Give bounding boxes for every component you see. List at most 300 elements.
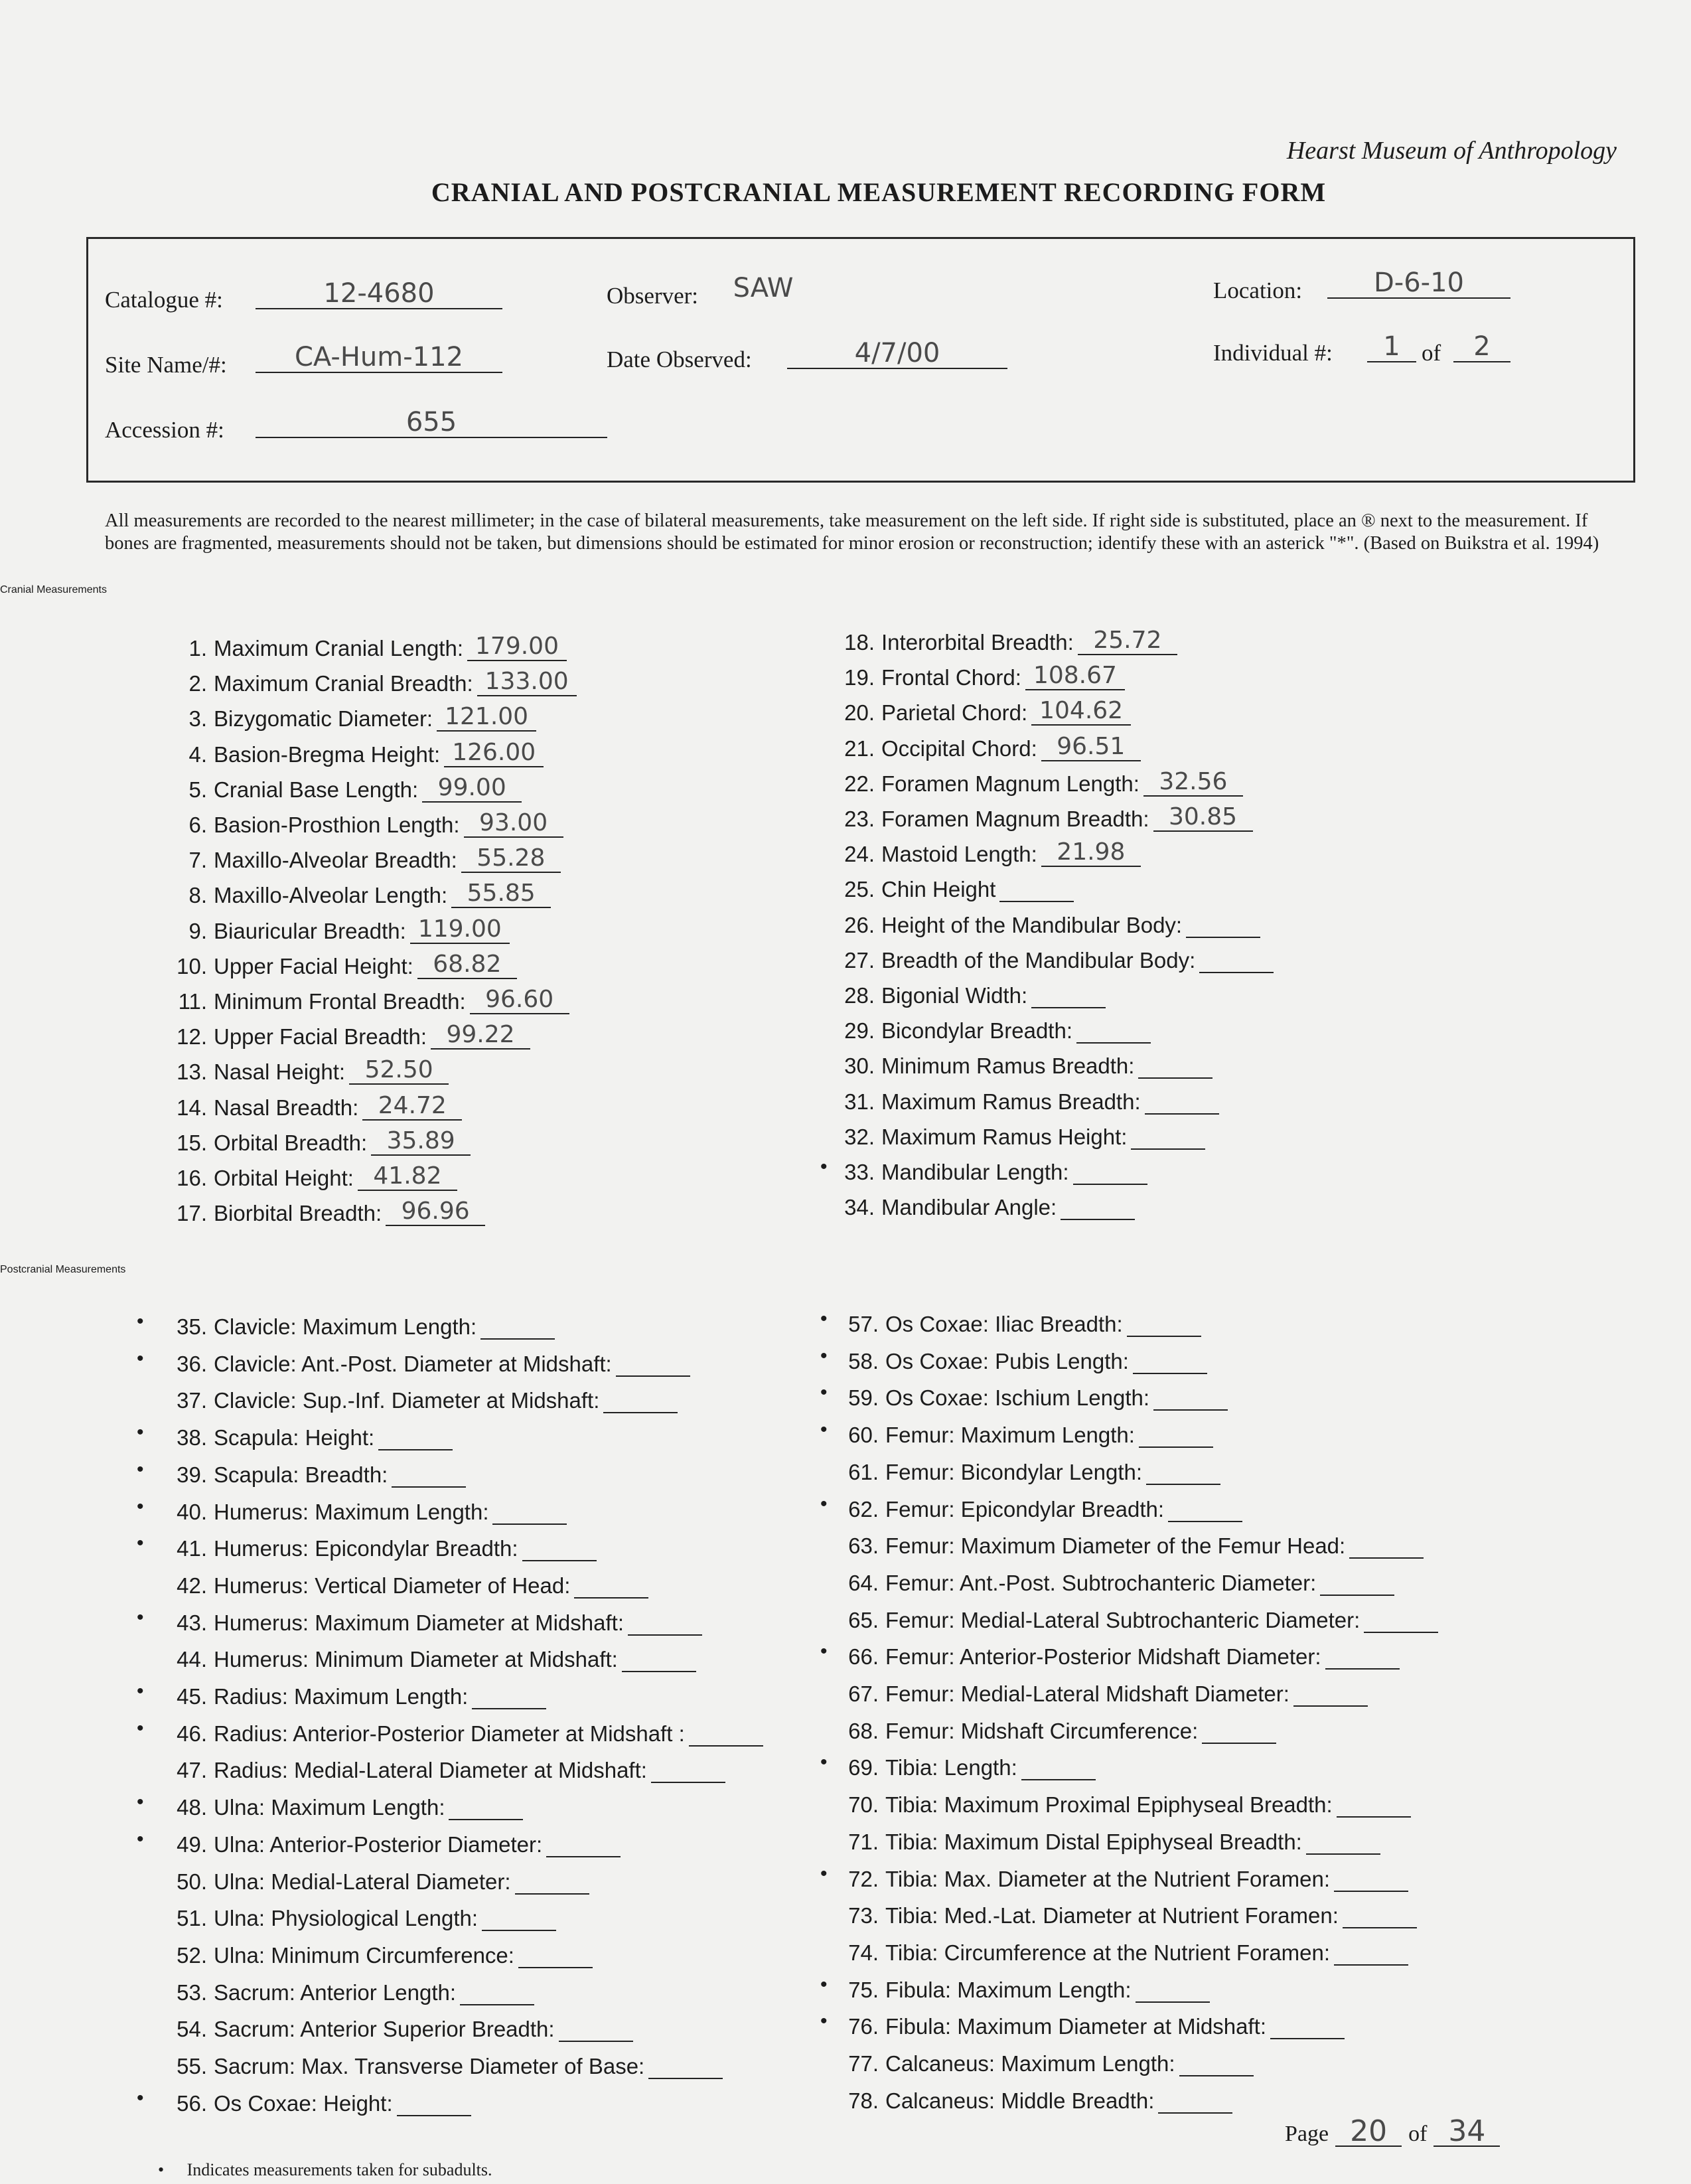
- measurement-label: Fibula: Maximum Length:: [885, 1977, 1132, 2002]
- measurement-label: Tibia: Maximum Distal Epiphyseal Breadth:: [885, 1829, 1302, 1854]
- measurement-number: 20.: [844, 700, 875, 726]
- measurement-row-29: [834, 1009, 1151, 1044]
- measurement-value-34[interactable]: [1061, 1188, 1135, 1220]
- measurement-value-69[interactable]: [1021, 1749, 1096, 1780]
- location-field[interactable]: D-6-10: [1327, 266, 1510, 299]
- measurement-number: 68.: [848, 1718, 879, 1743]
- measurement-number: 73.: [848, 1903, 879, 1928]
- measurement-label: Ulna: Anterior-Posterior Diameter:: [214, 1832, 543, 1857]
- measurement-number: 30.: [844, 1053, 875, 1079]
- individual-label: Individual #:: [1213, 340, 1333, 366]
- measurement-label: Humerus: Maximum Length:: [214, 1499, 489, 1524]
- measurement-row-44: [166, 1638, 696, 1672]
- measurement-label: Tibia: Max. Diameter at the Nutrient Foramen:: [885, 1866, 1331, 1891]
- measurement-row-49: [166, 1823, 621, 1857]
- measurement-value-72[interactable]: [1334, 1860, 1408, 1892]
- measurement-value-29[interactable]: [1076, 1012, 1151, 1044]
- subadult-bullet-icon: •: [820, 1419, 828, 1441]
- measurement-number: 43.: [177, 1610, 207, 1635]
- measurement-number: 46.: [177, 1721, 207, 1746]
- measurement-value-48[interactable]: [449, 1788, 523, 1820]
- measurement-label: Upper Facial Height:: [214, 953, 413, 978]
- measurement-number: 31.: [844, 1089, 875, 1114]
- measurement-value-63[interactable]: [1349, 1527, 1424, 1559]
- measurement-value-5[interactable]: 99.00: [422, 771, 522, 803]
- measurement-row-12: [166, 1015, 530, 1050]
- measurement-label: Tibia: Circumference at the Nutrient Foramen:: [885, 1940, 1331, 1965]
- subadult-bullet-icon: •: [820, 1640, 828, 1663]
- measurement-number: 25.: [844, 877, 875, 902]
- measurement-label: Minimum Ramus Breadth:: [881, 1053, 1135, 1079]
- measurement-value-64[interactable]: [1320, 1564, 1394, 1596]
- measurement-value-23[interactable]: 30.85: [1153, 800, 1253, 832]
- measurement-label: Nasal Breadth:: [214, 1095, 359, 1120]
- footnote-text: Indicates measurements taken for subadults.: [186, 2160, 492, 2179]
- measurement-row-77: [838, 2042, 1254, 2076]
- measurement-number: 21.: [844, 736, 875, 761]
- cranial-heading: Cranial Measurements: [0, 584, 107, 595]
- measurement-value-37[interactable]: [603, 1381, 678, 1413]
- measurement-number: 8.: [188, 883, 207, 908]
- measurement-row-58: [838, 1340, 1207, 1374]
- subadult-bullet-icon: •: [137, 1458, 144, 1480]
- measurement-number: 18.: [844, 630, 875, 655]
- observer-label: Observer:: [607, 283, 699, 309]
- measurement-number: 5.: [188, 777, 207, 802]
- measurement-label: Os Coxae: Height:: [214, 2090, 393, 2116]
- measurement-value-40[interactable]: [492, 1493, 567, 1525]
- measurement-value-54[interactable]: [559, 2010, 633, 2042]
- measurement-row-74: [838, 1931, 1408, 1966]
- measurement-label: Ulna: Maximum Length:: [214, 1795, 445, 1820]
- measurement-value-44[interactable]: [622, 1640, 696, 1672]
- measurement-value-21[interactable]: 96.51: [1041, 730, 1141, 761]
- measurement-number: 51.: [177, 1906, 207, 1931]
- measurement-value-76[interactable]: [1270, 2007, 1345, 2039]
- measurement-value-20[interactable]: 104.62: [1031, 694, 1131, 726]
- measurement-label: Tibia: Med.-Lat. Diameter at Nutrient Foramen:: [885, 1903, 1339, 1928]
- measurement-value-62[interactable]: [1168, 1490, 1242, 1522]
- measurement-row-76: [838, 2005, 1345, 2039]
- measurement-number: 10.: [177, 953, 207, 978]
- measurement-value-50[interactable]: [515, 1863, 589, 1895]
- measurement-label: Maxillo-Alveolar Breadth:: [214, 848, 457, 873]
- measurement-number: 33.: [844, 1160, 875, 1184]
- measurement-number: 53.: [177, 1980, 207, 2005]
- measurement-value-61[interactable]: [1146, 1453, 1220, 1485]
- measurement-value-27[interactable]: [1199, 941, 1274, 973]
- measurement-row-38: [166, 1416, 453, 1450]
- measurement-value-13[interactable]: 52.50: [349, 1053, 449, 1085]
- subadult-bullet-icon: •: [820, 1973, 828, 1995]
- measurement-value-47[interactable]: [651, 1751, 725, 1783]
- measurement-number: 45.: [177, 1684, 207, 1709]
- subadult-bullet-icon: •: [137, 1347, 144, 1369]
- footnote: [158, 2160, 492, 2180]
- measurement-value-74[interactable]: [1334, 1934, 1408, 1966]
- measurement-number: 66.: [848, 1644, 879, 1670]
- measurement-label: Os Coxae: Pubis Length:: [885, 1348, 1129, 1373]
- measurement-row-52: [166, 1934, 593, 1968]
- measurement-row-51: [166, 1897, 556, 1931]
- subadult-bullet-icon: •: [137, 1680, 144, 1702]
- measurement-value-75[interactable]: [1136, 1971, 1210, 2003]
- measurement-row-75: [838, 1968, 1210, 2003]
- measurement-label: Foramen Magnum Breadth:: [881, 807, 1149, 831]
- measurement-value-57[interactable]: [1127, 1305, 1201, 1337]
- subadult-bullet-icon: •: [820, 1751, 828, 1774]
- measurement-label: Foramen Magnum Length:: [881, 771, 1140, 796]
- measurement-label: Radius: Medial-Lateral Diameter at Midshaft:: [214, 1758, 647, 1783]
- observer-field[interactable]: SAW: [733, 273, 794, 303]
- measurement-value-49[interactable]: [546, 1826, 621, 1857]
- measurement-label: Minimum Frontal Breadth:: [214, 989, 466, 1014]
- measurement-value-8[interactable]: 55.85: [451, 876, 551, 908]
- measurement-number: 24.: [844, 842, 875, 867]
- measurement-row-70: [838, 1783, 1411, 1818]
- individual-field[interactable]: 1: [1367, 329, 1416, 362]
- accession-field[interactable]: 655: [256, 405, 607, 438]
- measurement-label: Height of the Mandibular Body:: [881, 912, 1183, 937]
- measurement-label: Scapula: Breadth:: [214, 1462, 388, 1487]
- measurement-label: Ulna: Physiological Length:: [214, 1906, 478, 1931]
- measurement-value-53[interactable]: [460, 1974, 534, 2005]
- measurement-row-22: [834, 762, 1243, 797]
- measurement-row-50: [166, 1860, 589, 1895]
- measurement-value-10[interactable]: 68.82: [417, 947, 517, 979]
- measurement-row-42: [166, 1564, 648, 1599]
- measurement-value-46[interactable]: [689, 1715, 763, 1747]
- measurement-number: 65.: [848, 1607, 879, 1632]
- subadult-bullet-icon: •: [820, 1344, 828, 1367]
- measurement-value-22[interactable]: 32.56: [1143, 765, 1243, 797]
- measurement-number: 59.: [848, 1385, 879, 1411]
- measurement-number: 1.: [188, 636, 207, 661]
- postcranial-heading: Postcranial Measurements: [0, 1264, 126, 1275]
- measurement-value-16[interactable]: 41.82: [358, 1159, 457, 1191]
- measurement-label: Radius: Anterior-Posterior Diameter at Midshaft :: [214, 1721, 685, 1746]
- measurement-row-32: [834, 1115, 1205, 1150]
- measurement-number: 26.: [844, 912, 875, 937]
- measurement-number: 76.: [848, 2014, 879, 2039]
- measurement-row-78: [838, 2079, 1232, 2114]
- measurement-number: 16.: [177, 1166, 207, 1190]
- measurement-number: 7.: [188, 848, 207, 873]
- measurement-value-71[interactable]: [1306, 1823, 1380, 1855]
- measurement-number: 12.: [177, 1024, 207, 1050]
- measurement-row-34: [834, 1186, 1135, 1220]
- measurement-label: Clavicle: Maximum Length:: [214, 1314, 477, 1339]
- footnote-bullet: •: [158, 2160, 165, 2179]
- measurement-row-57: [838, 1302, 1201, 1337]
- measurement-row-13: [166, 1050, 449, 1085]
- measurement-number: 13.: [177, 1059, 207, 1085]
- measurement-label: Cranial Base Length:: [214, 777, 419, 802]
- measurement-label: Femur: Medial-Lateral Subtrochanteric Diameter:: [885, 1607, 1360, 1632]
- measurement-label: Ulna: Medial-Lateral Diameter:: [214, 1869, 511, 1894]
- measurement-row-7: [166, 838, 561, 873]
- measurement-label: Femur: Medial-Lateral Midshaft Diameter:: [885, 1681, 1289, 1706]
- measurement-number: 62.: [848, 1496, 879, 1521]
- measurement-value-39[interactable]: [392, 1456, 466, 1488]
- measurement-label: Bizygomatic Diameter:: [214, 706, 433, 732]
- measurement-value-18[interactable]: 25.72: [1078, 623, 1177, 655]
- measurement-value-59[interactable]: [1153, 1379, 1228, 1411]
- measurement-number: 75.: [848, 1977, 879, 2002]
- measurement-value-67[interactable]: [1293, 1675, 1368, 1707]
- page-label: Page: [1285, 2122, 1329, 2146]
- measurement-row-28: [834, 974, 1106, 1008]
- measurement-value-55[interactable]: [648, 2047, 723, 2079]
- measurement-label: Os Coxae: Ischium Length:: [885, 1385, 1150, 1411]
- measurement-value-12[interactable]: 99.22: [431, 1018, 530, 1050]
- measurement-row-31: [834, 1080, 1219, 1115]
- measurement-label: Interorbital Breadth:: [881, 630, 1074, 655]
- measurement-value-19[interactable]: 108.67: [1025, 659, 1125, 690]
- measurement-number: 37.: [177, 1388, 207, 1413]
- measurement-row-23: [834, 797, 1253, 832]
- measurement-value-4[interactable]: 126.00: [444, 736, 544, 767]
- measurement-value-33[interactable]: [1073, 1153, 1147, 1185]
- measurement-row-41: [166, 1527, 597, 1561]
- measurement-label: Sacrum: Anterior Superior Breadth:: [214, 2017, 555, 2042]
- measurement-row-67: [838, 1672, 1368, 1707]
- subadult-bullet-icon: •: [820, 1862, 828, 1885]
- measurement-row-71: [838, 1820, 1380, 1855]
- measurement-row-11: [166, 980, 569, 1014]
- measurement-row-35: [166, 1305, 555, 1340]
- measurement-value-17[interactable]: 96.96: [386, 1194, 485, 1226]
- measurement-value-24[interactable]: 21.98: [1041, 835, 1141, 867]
- measurement-value-14[interactable]: 24.72: [362, 1089, 462, 1121]
- measurement-label: Tibia: Maximum Proximal Epiphyseal Breadth:: [885, 1792, 1333, 1818]
- measurement-row-60: [838, 1413, 1213, 1448]
- measurement-number: 41.: [177, 1536, 207, 1561]
- measurement-value-7[interactable]: 55.28: [461, 841, 561, 873]
- measurement-value-45[interactable]: [472, 1677, 546, 1709]
- measurement-label: Bigonial Width:: [881, 983, 1028, 1008]
- measurement-row-17: [166, 1192, 485, 1226]
- site-name-field[interactable]: CA-Hum-112: [256, 340, 502, 373]
- measurement-number: 40.: [177, 1499, 207, 1524]
- measurement-number: 70.: [848, 1792, 879, 1818]
- measurement-label: Scapula: Height:: [214, 1425, 375, 1450]
- measurement-value-9[interactable]: 119.00: [410, 912, 510, 944]
- measurement-number: 72.: [848, 1866, 879, 1891]
- measurement-number: 2.: [188, 671, 207, 696]
- measurement-row-40: [166, 1490, 567, 1525]
- measurement-number: 54.: [177, 2017, 207, 2042]
- measurement-row-63: [838, 1524, 1424, 1559]
- measurement-value-28[interactable]: [1031, 976, 1106, 1008]
- measurement-row-8: [166, 874, 551, 908]
- measurement-row-66: [838, 1635, 1400, 1670]
- measurement-value-2[interactable]: 133.00: [477, 664, 577, 696]
- measurement-row-62: [838, 1488, 1242, 1522]
- measurement-label: Femur: Epicondylar Breadth:: [885, 1496, 1165, 1521]
- measurement-number: 78.: [848, 2088, 879, 2113]
- measurement-value-66[interactable]: [1325, 1638, 1400, 1670]
- measurement-label: Femur: Bicondylar Length:: [885, 1459, 1143, 1484]
- measurement-value-11[interactable]: 96.60: [470, 982, 569, 1014]
- measurement-row-65: [838, 1599, 1438, 1633]
- measurement-row-73: [838, 1894, 1417, 1928]
- measurement-value-38[interactable]: [378, 1419, 453, 1450]
- measurement-label: Maximum Cranial Breadth:: [214, 671, 473, 696]
- measurement-number: 56.: [177, 2090, 207, 2116]
- measurement-row-25: [834, 868, 1074, 902]
- measurement-row-56: [166, 2082, 471, 2116]
- measurement-row-47: [166, 1749, 725, 1783]
- accession-label: Accession #:: [105, 417, 224, 443]
- measurement-value-3[interactable]: 121.00: [437, 700, 536, 732]
- measurement-row-37: [166, 1379, 678, 1413]
- measurement-label: Calcaneus: Middle Breadth:: [885, 2088, 1155, 2113]
- measurement-number: 71.: [848, 1829, 879, 1854]
- measurement-number: 17.: [177, 1201, 207, 1226]
- individual-total-field[interactable]: 2: [1453, 329, 1510, 362]
- museum-name: Hearst Museum of Anthropology: [1286, 137, 1617, 165]
- measurement-label: Biorbital Breadth:: [214, 1201, 382, 1226]
- measurement-label: Nasal Height:: [214, 1059, 346, 1085]
- subadult-bullet-icon: •: [137, 1310, 144, 1332]
- measurement-row-61: [838, 1450, 1220, 1485]
- measurement-number: 36.: [177, 1351, 207, 1376]
- measurement-row-21: [834, 727, 1141, 761]
- measurement-row-2: [166, 662, 577, 696]
- measurement-row-39: [166, 1453, 466, 1488]
- measurement-number: 49.: [177, 1832, 207, 1857]
- catalogue-label: Catalogue #:: [105, 287, 223, 313]
- measurement-row-46: [166, 1712, 763, 1747]
- subadult-bullet-icon: •: [137, 1495, 144, 1518]
- measurement-value-32[interactable]: [1131, 1118, 1205, 1150]
- measurement-value-36[interactable]: [616, 1345, 690, 1377]
- measurement-number: 35.: [177, 1314, 207, 1339]
- measurement-number: 58.: [848, 1348, 879, 1373]
- measurement-row-33: [834, 1150, 1147, 1185]
- measurement-row-15: [166, 1121, 471, 1156]
- measurement-row-14: [166, 1086, 462, 1121]
- measurement-value-78[interactable]: [1158, 2082, 1232, 2114]
- measurement-value-73[interactable]: [1343, 1897, 1417, 1928]
- measurement-number: 52.: [177, 1942, 207, 1968]
- measurement-row-48: [166, 1786, 523, 1820]
- measurement-value-43[interactable]: [628, 1604, 702, 1636]
- measurement-value-65[interactable]: [1364, 1601, 1438, 1633]
- page-number-field[interactable]: 20: [1335, 2115, 1402, 2147]
- measurement-label: Fibula: Maximum Diameter at Midshaft:: [885, 2014, 1267, 2039]
- measurement-label: Radius: Maximum Length:: [214, 1684, 469, 1709]
- page-total-field[interactable]: 34: [1434, 2115, 1500, 2147]
- measurement-label: Orbital Breadth:: [214, 1130, 368, 1155]
- measurement-value-42[interactable]: [574, 1567, 648, 1599]
- subadult-bullet-icon: •: [820, 2010, 828, 2033]
- subadult-bullet-icon: •: [137, 1606, 144, 1628]
- measurement-label: Maximum Ramus Breadth:: [881, 1089, 1141, 1114]
- measurement-row-72: [838, 1857, 1408, 1892]
- measurement-label: Maximum Cranial Length:: [214, 636, 463, 661]
- measurement-value-35[interactable]: [480, 1308, 555, 1340]
- measurement-value-77[interactable]: [1179, 2045, 1254, 2076]
- measurement-row-18: [834, 621, 1177, 655]
- measurement-number: 77.: [848, 2051, 879, 2076]
- measurement-value-31[interactable]: [1145, 1083, 1219, 1115]
- measurement-number: 28.: [844, 983, 875, 1008]
- measurement-label: Chin Height: [881, 877, 996, 902]
- date-observed-field[interactable]: 4/7/00: [787, 336, 1007, 369]
- measurement-number: 6.: [188, 813, 207, 837]
- measurement-number: 27.: [844, 947, 875, 973]
- subadult-bullet-icon: •: [137, 1791, 144, 1814]
- measurement-row-26: [834, 903, 1260, 938]
- measurement-row-45: [166, 1675, 546, 1709]
- measurement-number: 47.: [177, 1758, 207, 1783]
- measurement-number: 3.: [188, 706, 207, 732]
- measurement-number: 57.: [848, 1312, 879, 1336]
- measurement-row-3: [166, 697, 536, 732]
- measurement-label: Occipital Chord:: [881, 736, 1037, 761]
- measurement-value-52[interactable]: [518, 1936, 593, 1968]
- measurement-number: 42.: [177, 1573, 207, 1598]
- measurement-label: Femur: Ant.-Post. Subtrochanteric Diameter:: [885, 1570, 1317, 1595]
- measurement-label: Upper Facial Breadth:: [214, 1024, 427, 1050]
- measurement-label: Basion-Prosthion Length:: [214, 813, 460, 837]
- measurement-value-51[interactable]: [482, 1899, 556, 1931]
- measurement-label: Sacrum: Max. Transverse Diameter of Base:: [214, 2054, 645, 2078]
- measurement-number: 32.: [844, 1124, 875, 1149]
- measurement-row-64: [838, 1561, 1394, 1596]
- measurement-label: Biauricular Breadth:: [214, 918, 406, 943]
- measurement-row-27: [834, 939, 1274, 973]
- measurement-value-70[interactable]: [1337, 1786, 1411, 1818]
- measurement-value-41[interactable]: [522, 1529, 597, 1561]
- measurement-label: Bicondylar Breadth:: [881, 1018, 1072, 1044]
- measurement-value-60[interactable]: [1139, 1416, 1213, 1448]
- measurement-label: Clavicle: Sup.-Inf. Diameter at Midshaft:: [214, 1388, 600, 1413]
- catalogue-field[interactable]: 12-4680: [256, 276, 502, 309]
- measurement-value-15[interactable]: 35.89: [371, 1124, 471, 1156]
- measurement-value-26[interactable]: [1186, 906, 1260, 938]
- measurement-number: 38.: [177, 1425, 207, 1450]
- measurement-value-25[interactable]: [999, 870, 1074, 902]
- location-label: Location:: [1213, 277, 1303, 303]
- measurement-value-6[interactable]: 93.00: [464, 806, 563, 838]
- measurement-value-1[interactable]: 179.00: [467, 629, 567, 661]
- site-name-label: Site Name/#:: [105, 352, 227, 378]
- measurement-number: 48.: [177, 1795, 207, 1820]
- measurement-label: Mastoid Length:: [881, 842, 1037, 867]
- date-observed-label: Date Observed:: [607, 347, 752, 372]
- measurement-label: Femur: Maximum Diameter of the Femur Head:: [885, 1533, 1346, 1559]
- measurement-row-5: [166, 768, 522, 803]
- measurement-value-30[interactable]: [1138, 1047, 1213, 1079]
- measurement-value-58[interactable]: [1133, 1342, 1207, 1374]
- measurement-row-36: [166, 1342, 690, 1377]
- measurement-number: 64.: [848, 1570, 879, 1595]
- measurement-label: Humerus: Vertical Diameter of Head:: [214, 1573, 571, 1598]
- measurement-label: Maxillo-Alveolar Length:: [214, 883, 448, 908]
- subadult-bullet-icon: •: [820, 1381, 828, 1404]
- subadult-bullet-icon: •: [820, 1156, 828, 1178]
- measurement-value-56[interactable]: [397, 2084, 471, 2116]
- measurement-number: 34.: [844, 1195, 875, 1220]
- measurement-row-20: [834, 691, 1131, 726]
- measurement-label: Humerus: Minimum Diameter at Midshaft:: [214, 1647, 618, 1672]
- measurement-row-53: [166, 1971, 534, 2005]
- measurement-value-68[interactable]: [1202, 1712, 1276, 1744]
- measurement-label: Clavicle: Ant.-Post. Diameter at Midshaft:: [214, 1351, 612, 1376]
